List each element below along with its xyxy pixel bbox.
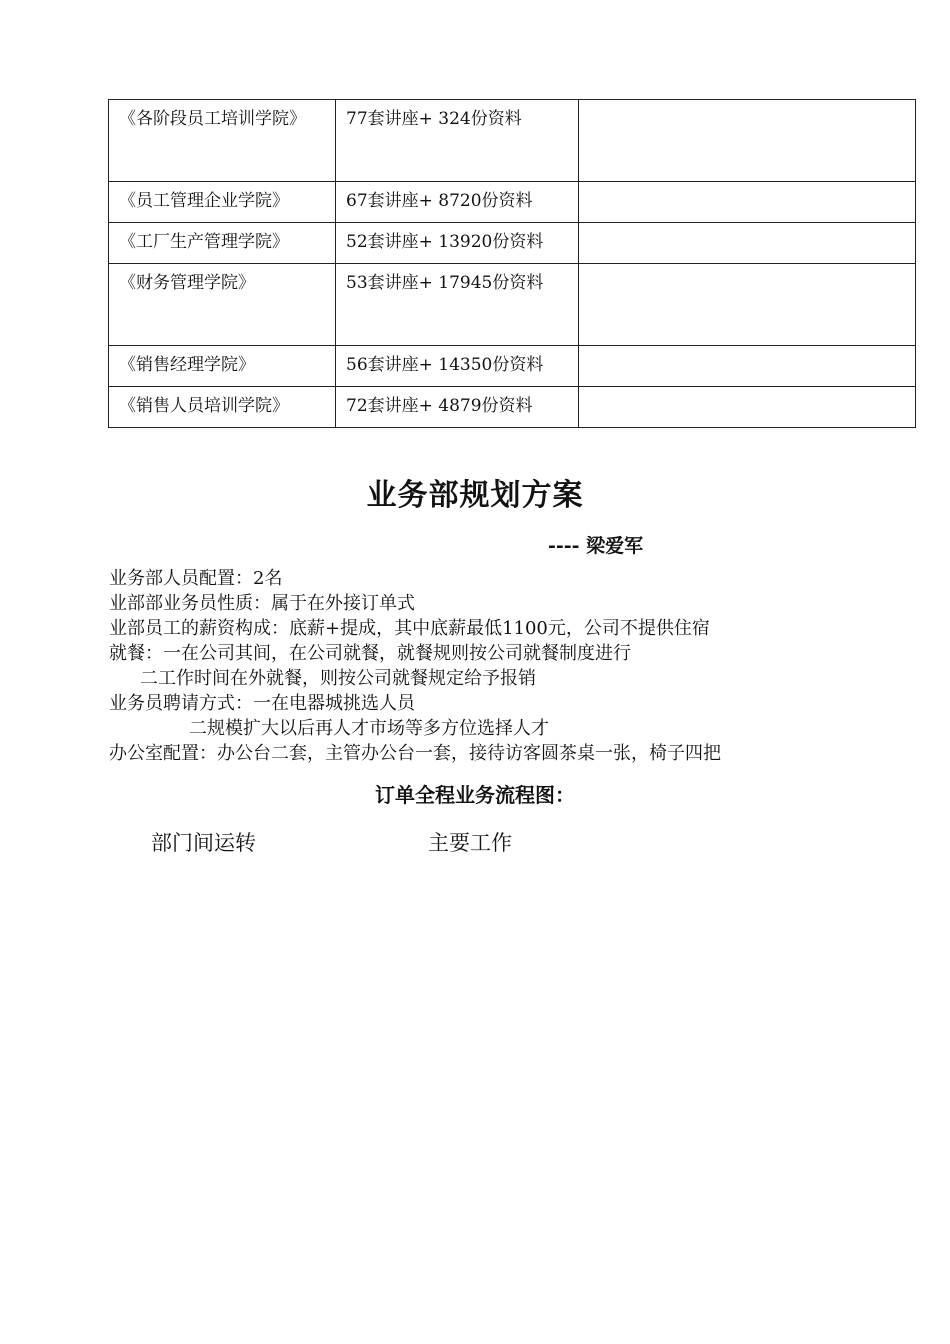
hiring-line: 业务员聘请方式：一在电器城挑选人员 [109, 693, 415, 714]
course-content-cell: 77套讲座+ 324份资料 [336, 100, 579, 182]
course-content-cell: 53套讲座+ 17945份资料 [336, 264, 579, 346]
flow-column-main-work: 主要工作 [428, 831, 512, 855]
staffing-line: 业务部人员配置：2名 [109, 568, 283, 589]
course-name-cell: 《员工管理企业学院》 [109, 182, 336, 223]
course-name-cell: 《销售经理学院》 [109, 346, 336, 387]
salesperson-type-line: 业部部业务员性质：属于在外接订单式 [109, 593, 415, 614]
salary-line: 业部员工的薪资构成：底薪+提成，其中底薪最低1100元，公司不提供住宿 [109, 618, 710, 639]
course-note-cell [579, 182, 916, 223]
table-row [109, 346, 916, 387]
table-row [109, 100, 916, 182]
document-title: 业务部规划方案 [366, 478, 584, 513]
course-note-cell [579, 223, 916, 264]
meals-line: 就餐：一在公司其间，在公司就餐，就餐规则按公司就餐制度进行 [109, 643, 631, 664]
flow-chart-heading: 订单全程业务流程图： [375, 783, 575, 807]
office-line: 办公室配置：办公台二套，主管办公台一套，接待访客圆茶桌一张，椅子四把 [109, 743, 721, 764]
table-row [109, 182, 916, 223]
course-name-cell: 《财务管理学院》 [109, 264, 336, 346]
course-content-cell: 67套讲座+ 8720份资料 [336, 182, 579, 223]
table-row [109, 387, 916, 428]
course-table [108, 99, 916, 428]
flow-column-departments: 部门间运转 [151, 831, 256, 855]
course-content-cell: 52套讲座+ 13920份资料 [336, 223, 579, 264]
course-content-cell: 72套讲座+ 4879份资料 [336, 387, 579, 428]
meals-subline: 二工作时间在外就餐，则按公司就餐规定给予报销 [140, 668, 536, 689]
course-name-cell: 《各阶段员工培训学院》 [109, 100, 336, 182]
course-content-cell: 56套讲座+ 14350份资料 [336, 346, 579, 387]
course-name-cell: 《工厂生产管理学院》 [109, 223, 336, 264]
hiring-subline: 二规模扩大以后再人才市场等多方位选择人才 [189, 718, 549, 739]
author-line: ---- 梁爱军 [548, 535, 644, 557]
course-note-cell [579, 346, 916, 387]
table-row [109, 223, 916, 264]
table-row [109, 264, 916, 346]
course-name-cell: 《销售人员培训学院》 [109, 387, 336, 428]
course-note-cell [579, 100, 916, 182]
course-note-cell [579, 264, 916, 346]
course-note-cell [579, 387, 916, 428]
